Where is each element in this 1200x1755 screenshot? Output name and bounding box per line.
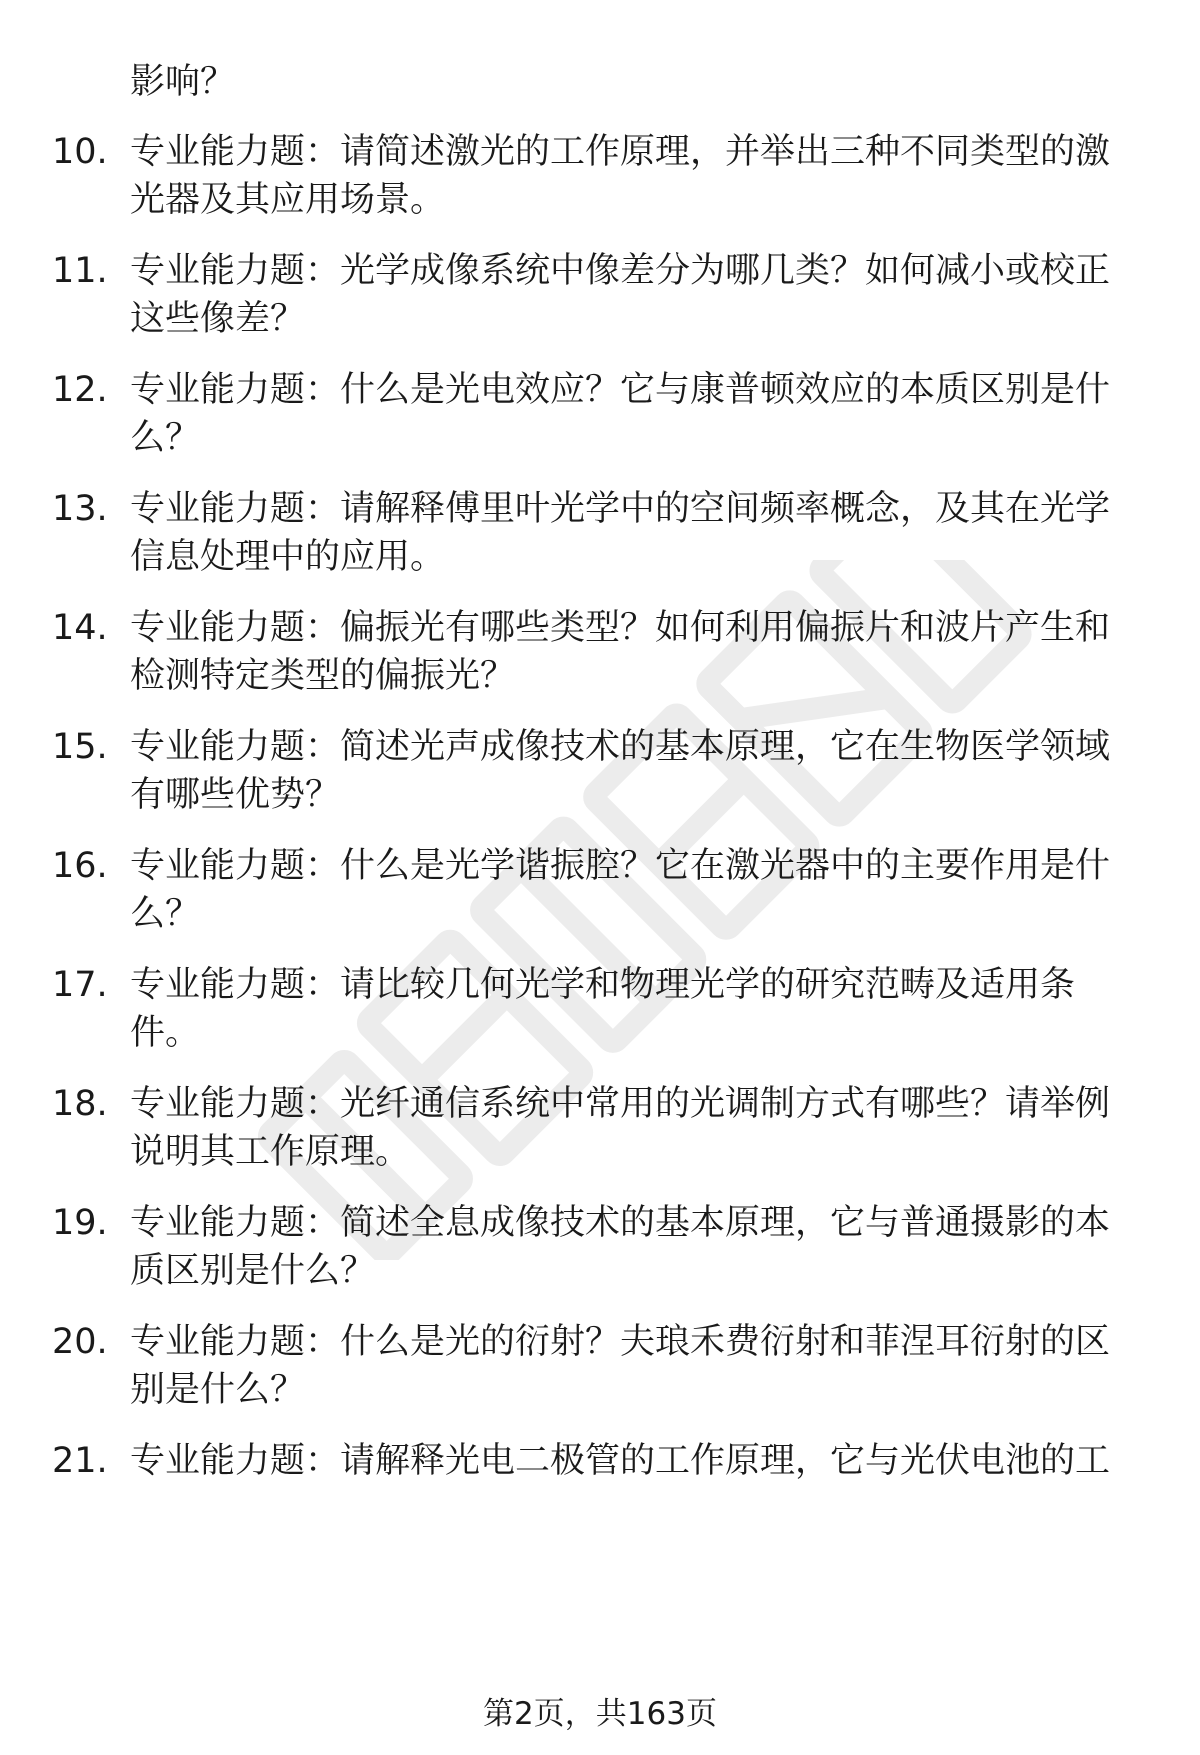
question-number: 19.: [52, 1203, 108, 1243]
question-text-line2: 这些像差？: [130, 299, 306, 339]
question-9-continuation: 影响？: [130, 62, 236, 102]
question-number: 21.: [52, 1441, 108, 1481]
question-number: 20.: [52, 1322, 108, 1362]
question-text-line2: 件。: [130, 1013, 201, 1053]
question-text-line1: 专业能力题：请解释傅里叶光学中的空间频率概念，及其在光学: [130, 489, 1111, 529]
page-number-footer: 第2页，共163页: [483, 1696, 717, 1732]
question-text-line2: 检测特定类型的偏振光？: [130, 656, 516, 696]
question-text-line2: 么？: [130, 894, 201, 934]
question-text-line1: 专业能力题：什么是光的衍射？夫琅禾费衍射和菲涅耳衍射的区: [130, 1322, 1111, 1362]
question-number: 10.: [52, 132, 108, 172]
question-text-line1: 专业能力题：光纤通信系统中常用的光调制方式有哪些？请举例: [130, 1084, 1111, 1124]
question-text-line2: 质区别是什么？: [130, 1251, 376, 1291]
question-number: 16.: [52, 846, 108, 886]
question-text-line1: 专业能力题：请比较几何光学和物理光学的研究范畴及适用条: [130, 965, 1076, 1005]
question-text-line1: 专业能力题：请简述激光的工作原理，并举出三种不同类型的激: [130, 132, 1111, 172]
question-text-line2: 么？: [130, 418, 201, 458]
question-text-line2: 光器及其应用场景。: [130, 180, 446, 220]
question-text-line1: 专业能力题：简述光声成像技术的基本原理，它在生物医学领域: [130, 727, 1111, 767]
question-number: 12.: [52, 370, 108, 410]
question-text-line1: 专业能力题：什么是光电效应？它与康普顿效应的本质区别是什: [130, 370, 1111, 410]
question-number: 11.: [52, 251, 108, 291]
question-number: 14.: [52, 608, 108, 648]
question-text-line2: 别是什么？: [130, 1370, 306, 1410]
question-text-line1: 专业能力题：什么是光学谐振腔？它在激光器中的主要作用是什: [130, 846, 1111, 886]
question-text-line1: 专业能力题：偏振光有哪些类型？如何利用偏振片和波片产生和: [130, 608, 1111, 648]
question-text-line1: 专业能力题：请解释光电二极管的工作原理，它与光伏电池的工: [130, 1441, 1111, 1481]
question-number: 15.: [52, 727, 108, 767]
question-number: 17.: [52, 965, 108, 1005]
question-text-line2: 信息处理中的应用。: [130, 537, 446, 577]
question-text-line1: 专业能力题：简述全息成像技术的基本原理，它与普通摄影的本: [130, 1203, 1111, 1243]
question-number: 18.: [52, 1084, 108, 1124]
question-text-line1: 专业能力题：光学成像系统中像差分为哪几类？如何减小或校正: [130, 251, 1111, 291]
question-text-line2: 说明其工作原理。: [130, 1132, 411, 1172]
question-number: 13.: [52, 489, 108, 529]
question-text-line2: 有哪些优势？: [130, 775, 341, 815]
